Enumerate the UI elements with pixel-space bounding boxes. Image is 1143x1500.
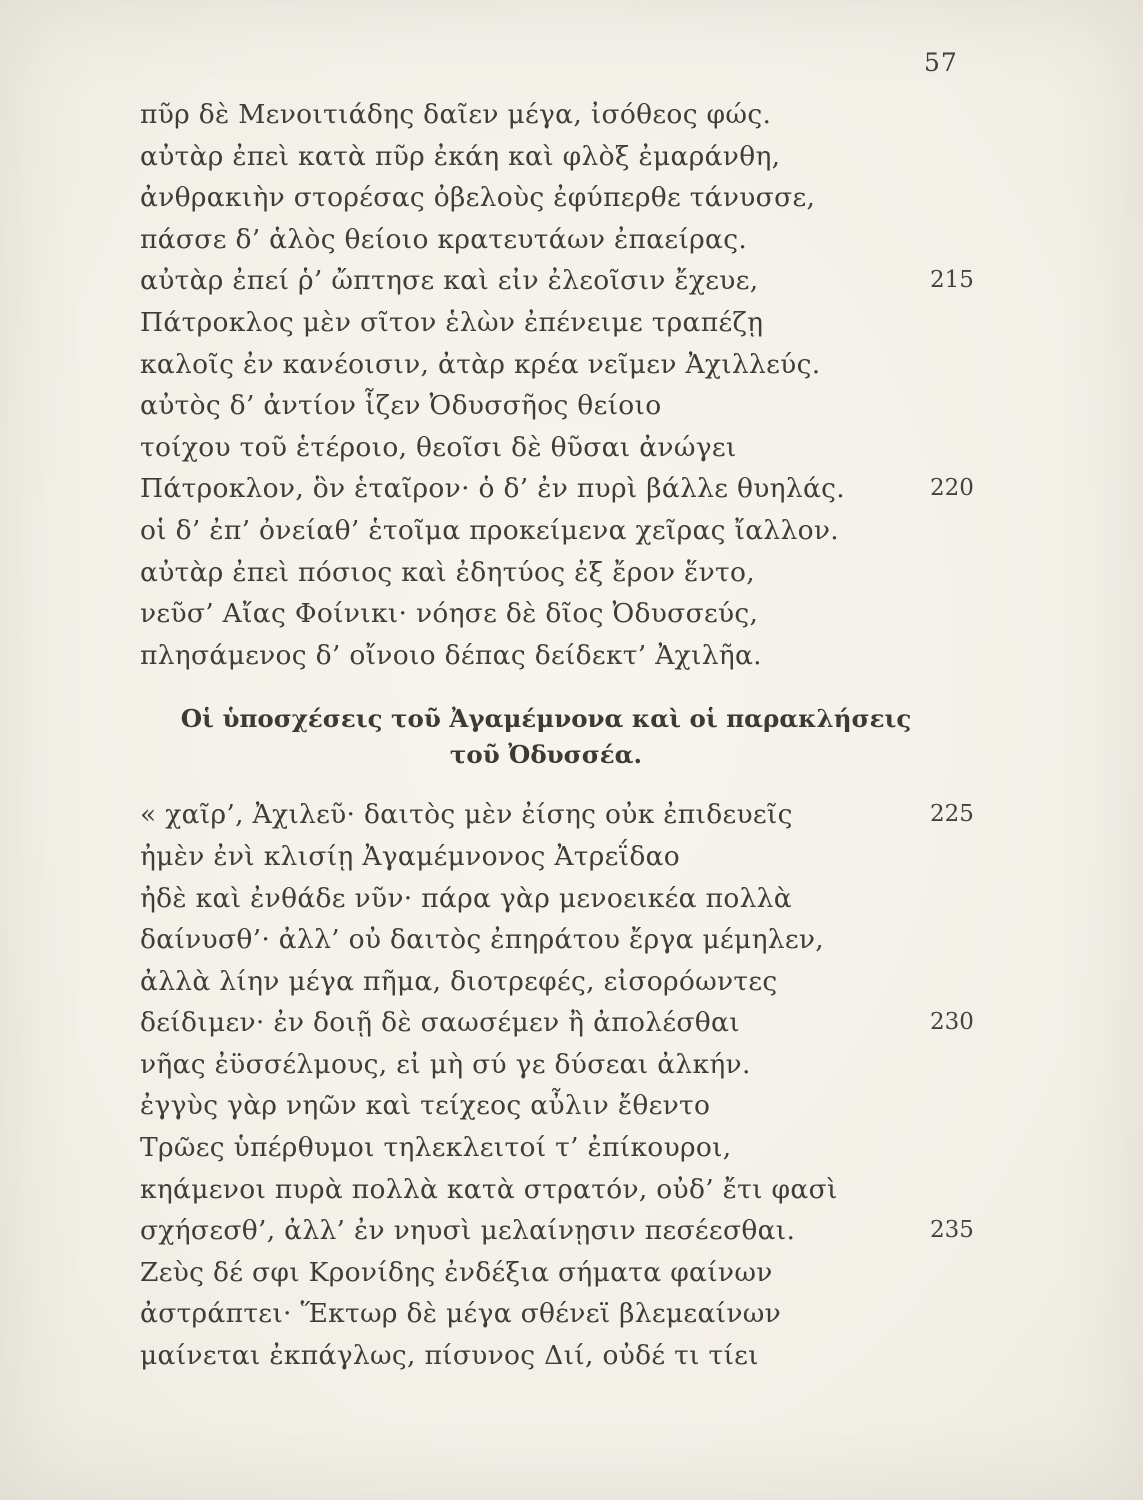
- verse-text: ἀνθρακιὴν στορέσας ὀβελοὺς ἐφύπερθε τάνυσσε,: [140, 182, 816, 214]
- verse-line: [140, 1044, 990, 1086]
- verse-text: τοίχου τοῦ ἑτέροιο, θεοῖσι δὲ θῦσαι ἀνώγει: [140, 431, 737, 463]
- verse-text: αὐτὰρ ἐπεί ῥ’ ὤπτησε καὶ εἰν ἐλεοῖσιν ἔχευε,: [140, 265, 759, 297]
- verse-text: οἱ δ’ ἐπ’ ὀνείαθ’ ἑτοῖμα προκείμενα χεῖρας ἴαλλον.: [140, 514, 839, 546]
- verse-line: [140, 136, 990, 178]
- verse-text: δείδιμεν· ἐν δοιῇ δὲ σαωσέμεν ἢ ἀπολέσθαι: [140, 1007, 740, 1039]
- verse-line: [140, 94, 990, 136]
- line-number: 220: [930, 475, 974, 502]
- verse-line: [140, 260, 990, 302]
- verse-line: [140, 1002, 990, 1044]
- verse-line: [140, 961, 990, 1003]
- line-number: 235: [930, 1217, 974, 1244]
- verse-line: [140, 302, 990, 344]
- verse-line: [140, 468, 990, 510]
- verse-text: καλοῖς ἐν κανέοισιν, ἀτὰρ κρέα νεῖμεν Ἀχιλλεύς.: [140, 348, 821, 380]
- verse-line: [140, 1085, 990, 1127]
- verse-text: αὐτὰρ ἐπεὶ κατὰ πῦρ ἐκάη καὶ φλὸξ ἐμαράνθη,: [140, 140, 781, 172]
- verse-line: [140, 1210, 990, 1252]
- verse-line: [140, 1252, 990, 1294]
- verse-line: [140, 1169, 990, 1211]
- verse-line: [140, 1335, 990, 1377]
- verse-text: Τρῶες ὑπέρθυμοι τηλεκλειτοί τ’ ἐπίκουροι,: [140, 1132, 732, 1164]
- verse-text: νεῦσ’ Αἴας Φοίνικι· νόησε δὲ δῖος Ὀδυσσεύς,: [140, 598, 759, 630]
- verse-text: αὐτὰρ ἐπεὶ πόσιος καὶ ἐδητύος ἐξ ἔρον ἕντο,: [140, 556, 755, 588]
- line-number: 225: [930, 801, 974, 828]
- verse-line: [140, 427, 990, 469]
- verse-line: [140, 219, 990, 261]
- section-heading-line-1: Οἱ ὑποσχέσεις τοῦ Ἀγαμέμνονα καὶ οἱ παρακλήσεις: [180, 704, 912, 734]
- verse-line: [140, 1127, 990, 1169]
- verse-text: ἀλλὰ λίην μέγα πῆμα, διοτρεφές, εἰσορόωντες: [140, 965, 778, 997]
- verse-line: [140, 344, 990, 386]
- verse-line: [140, 177, 990, 219]
- verse-text: Πάτροκλος μὲν σῖτον ἑλὼν ἐπένειμε τραπέζῃ: [140, 306, 764, 338]
- verse-line: [140, 878, 990, 920]
- verse-text: πάσσε δ’ ἁλὸς θείοιο κρατευτάων ἐπαείρας.: [140, 223, 748, 255]
- verse-line: [140, 794, 990, 836]
- verse-text: « χαῖρ’, Ἀχιλεῦ· δαιτὸς μὲν ἐίσης οὐκ ἐπιδευεῖς: [140, 799, 793, 831]
- line-number: 215: [930, 267, 974, 294]
- verse-text: πλησάμενος δ’ οἴνοιο δέπας δείδεκτ’ Ἀχιλῆα.: [140, 639, 762, 671]
- verse-text: ἐγγὺς γὰρ νηῶν καὶ τείχεος αὖλιν ἔθεντο: [140, 1090, 711, 1122]
- section-heading-line-2: τοῦ Ὀδυσσέα.: [449, 740, 643, 770]
- verse-text: ἠδὲ καὶ ἐνθάδε νῦν· πάρα γὰρ μενοεικέα πολλὰ: [140, 882, 792, 914]
- verse-text: πῦρ δὲ Μενοιτιάδης δαῖεν μέγα, ἰσόθεος φώς.: [140, 99, 772, 130]
- text-block: [140, 94, 990, 1377]
- verse-text: ἠμὲν ἐνὶ κλισίῃ Ἀγαμέμνονος Ἀτρεΐδαο: [140, 840, 681, 872]
- verse-text: αὐτὸς δ’ ἀντίον ἷζεν Ὀδυσσῆος θείοιο: [140, 390, 662, 422]
- verse-text: σχήσεσθ’, ἀλλ’ ἐν νηυσὶ μελαίνῃσιν πεσέεσθαι.: [140, 1215, 796, 1247]
- verse-line: [140, 635, 990, 677]
- verse-block-top: [140, 94, 990, 676]
- verse-text: Πάτροκλον, ὃν ἑταῖρον· ὁ δ’ ἐν πυρὶ βάλλε θυηλάς.: [140, 473, 846, 505]
- verse-line: [140, 919, 990, 961]
- page-number: 57: [924, 48, 958, 77]
- verse-line: [140, 1293, 990, 1335]
- verse-text: νῆας ἐϋσσέλμους, εἰ μὴ σύ γε δύσεαι ἀλκήν.: [140, 1048, 751, 1080]
- verse-line: [140, 510, 990, 552]
- verse-line: [140, 552, 990, 594]
- verse-text: ἀστράπτει· Ἕκτωρ δὲ μέγα σθένεϊ βλεμεαίνων: [140, 1298, 782, 1330]
- line-number: 230: [930, 1009, 974, 1036]
- verse-line: [140, 593, 990, 635]
- verse-text: δαίνυσθ’· ἀλλ’ οὐ δαιτὸς ἐπηράτου ἔργα μέμηλεν,: [140, 924, 825, 956]
- verse-line: [140, 836, 990, 878]
- section-heading: [140, 701, 952, 773]
- verse-text: μαίνεται ἐκπάγλως, πίσυνος Διί, οὐδέ τι τίει: [140, 1340, 759, 1372]
- verse-text: Ζεὺς δέ σφι Κρονίδης ἐνδέξια σήματα φαίνων: [140, 1256, 773, 1288]
- verse-block-bottom: [140, 794, 990, 1376]
- verse-text: κηάμενοι πυρὰ πολλὰ κατὰ στρατόν, οὐδ’ ἔτι φασὶ: [140, 1173, 838, 1205]
- verse-line: [140, 385, 990, 427]
